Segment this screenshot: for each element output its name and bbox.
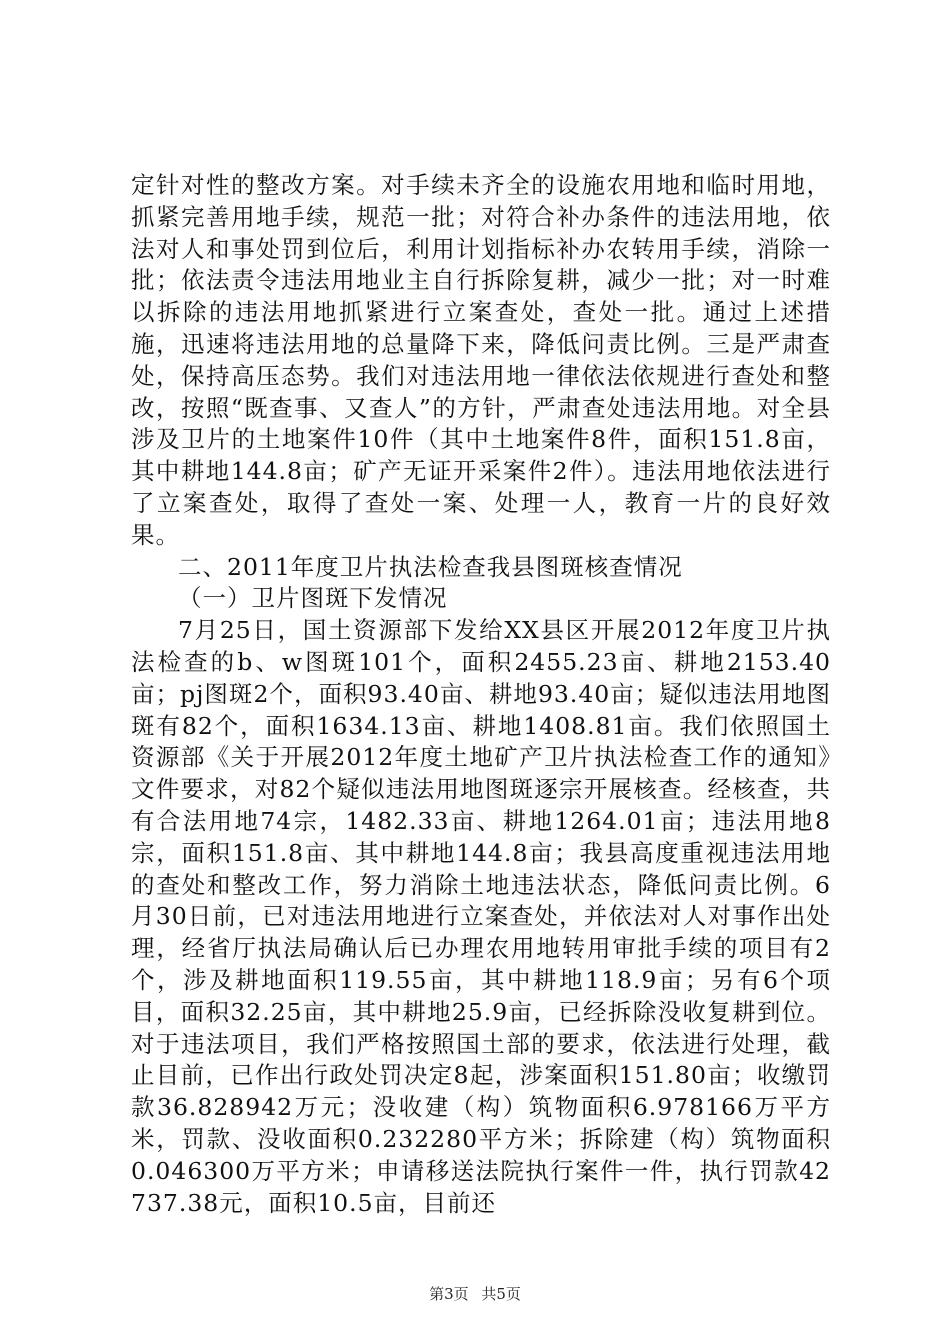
paragraph-body: 7月25日，国土资源部下发给XX县区开展2012年度卫片执法检查的b、w图斑101个，面积2455.23亩、耕地2153.40亩；pj图斑2个，面积93.40亩、耕地93.40亩；疑似违法用地图斑有82个，面积1634.13亩、耕地1408.81亩。我们依照国土资源部《关于开展2012年度土地矿产卫片执法检查工作的通知》文件要求，对82个疑似违法用地图斑逐宗开展核查。经核查，共有合法用地74宗，1482.33亩、耕地1264.01亩；违法用地8宗，面积151.8亩、其中耕地144.8亩；我县高度重视违法用地的查处和整改工作，努力消除土地违法状态，降低问责比例。6月30日前，已对违法用地进行立案查处，并依法对人对事作出处理，经省厅执法局确认后已办理农用地转用审批手续的项目有2个，涉及耕地面积119.55亩，其中耕地118.9亩；另有6个项目，面积32.25亩，其中耕地25.9亩，已经拆除没收复耕到位。对于违法项目，我们严格按照国土部的要求，依法进行处理，截止目前，已作出行政处罚决定8起，涉案面积151.80亩；收缴罚款36.828942万元；没收建（构）筑物面积6.978166万平方米，罚款、没收面积0.232280平方米；拆除建（构）筑物面积0.046300万平方米；申请移送法院执行案件一件，执行罚款42737.38元，面积10.5亩，目前还 xyxy=(131,616,831,1217)
page-footer xyxy=(0,1283,950,1304)
paragraph-continuation: 定针对性的整改方案。对手续未齐全的设施农用地和临时用地，抓紧完善用地手续，规范一批；对符合补办条件的违法用地，依法对人和事处罚到位后，利用计划指标补办农转用手续，消除一批；依法责令违法用地业主自行拆除复耕，减少一批；对一时难以拆除的违法用地抓紧进行立案查处，查处一批。通过上述措施，迅速将违法用地的总量降下来，降低问责比例。三是严肃查处，保持高压态势。我们对违法用地一律依法依规进行查处和整改，按照“既查事、又查人”的方针，严肃查处违法用地。对全县涉及卫片的土地案件10件（其中土地案件8件，面积151.8亩，其中耕地144.8亩；矿产无证开采案件2件）。违法用地依法进行了立案查处，取得了查处一案、处理一人，教育一片的良好效果。 xyxy=(131,171,831,549)
body-text xyxy=(131,170,831,1219)
page-number-current: 第3页 xyxy=(429,1285,469,1303)
subsection-heading: （一）卫片图斑下发情况 xyxy=(178,584,448,613)
section-heading: 二、2011年度卫片执法检查我县图斑核查情况 xyxy=(178,552,683,581)
page-number-total: 共5页 xyxy=(481,1285,521,1303)
